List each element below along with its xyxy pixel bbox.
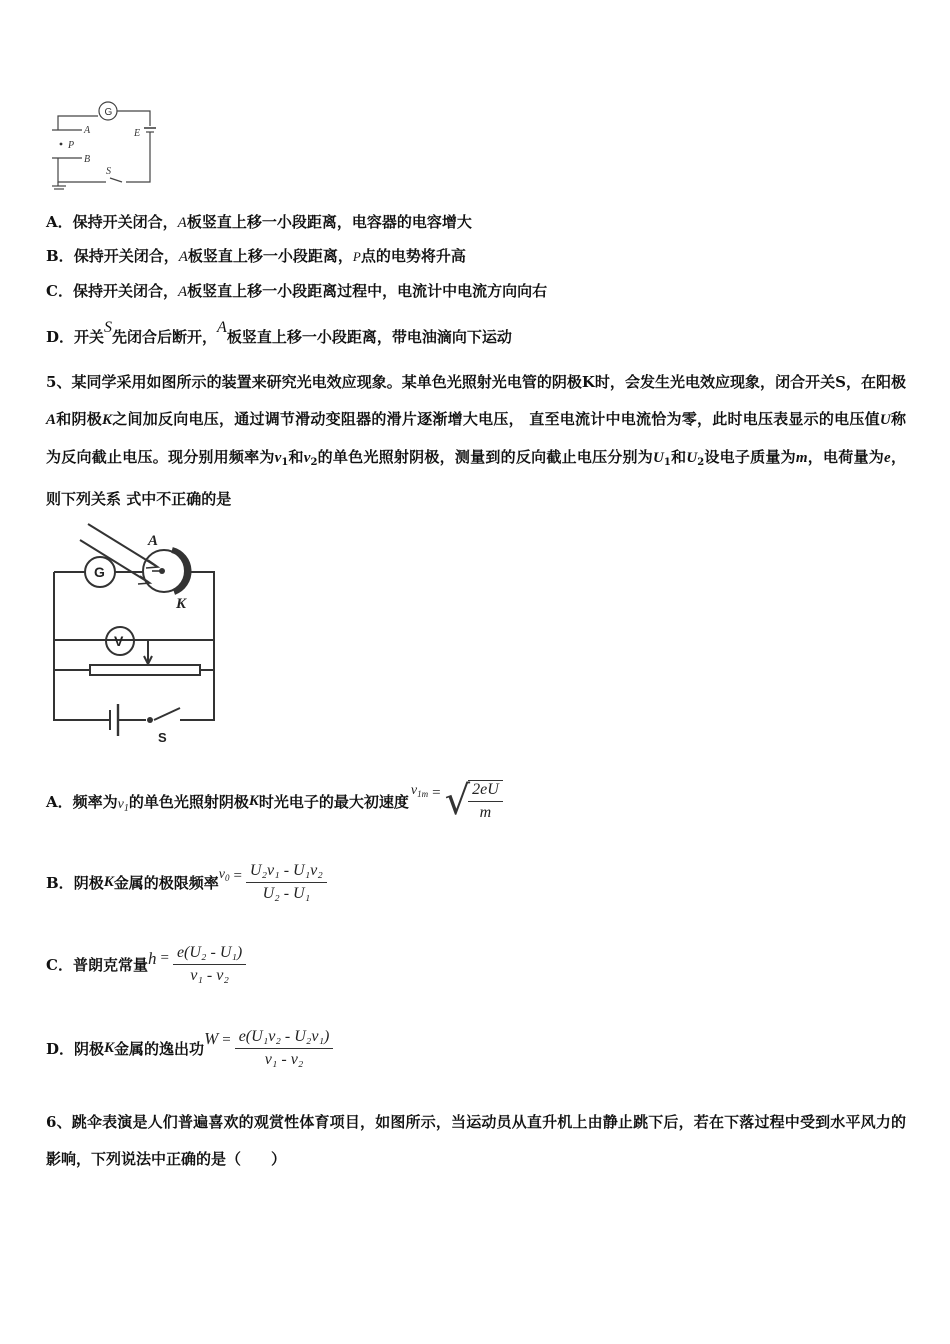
battery-e-label: E	[134, 128, 141, 139]
plate-b-label: B	[84, 154, 91, 165]
galvanometer-label: G	[104, 107, 113, 118]
sqrt-sign: √	[444, 778, 471, 824]
q4-option-b: B．保持开关闭合，A板竖直上移一小段距离，P点的电势将升高	[46, 247, 466, 265]
photoelectric-circuit-figure	[44, 514, 224, 746]
q5-option-d: D． 阴极 K 金属的逸出功 W = $\frac{\text{e(U₁v₂ - U₂v₁)}}{\text{v₁ - v₂}}$	[46, 1028, 333, 1069]
q5-option-b: B． 阴极 K 金属的极限频率 $v_0$ = $\frac{\text{U₂v₁ - U₁v₂}}{\text{U₂ - U₁}}$	[46, 862, 327, 903]
voltmeter-v-label: V	[114, 633, 124, 649]
q6-stem: 6、跳伞表演是人们普遍喜欢的观赏性体育项目，如图所示，当运动员从直升机上由静止跳下后，若在下落过程中受到水平风力的影响，下列说法中正确的是（ ）	[46, 1113, 906, 1168]
switch-s-label: S	[158, 730, 167, 745]
q4-option-c: C．保持开关闭合，A板竖直上移一小段距离过程中，电流计中电流方向向右	[46, 282, 548, 300]
galvanometer-g-label: G	[94, 564, 105, 580]
anode-a-label: A	[148, 533, 159, 549]
q5-stem: 5、某同学采用如图所示的装置来研究光电效应现象。某单色光照射光电管的阴极K时，会发生光电效应现象，闭合开关S，在阳极A和阴极K之间加反向电压，通过调节滑动变阻器的滑片逐渐增大电压， 直至电流计中电流恰为零，此时电压表显示的电压值U称为反向截止电压。现分别用频率为$v_1$和$v_2$的单色光照射阴极，测量到的反向截止电压分别为$U_1$和$U_2$设电子质量为m，电荷量为e，则下列关系 式中不正确的是	[46, 373, 906, 508]
q4-option-d: D．开关S先闭合后断开，A板竖直上移一小段距离，带电油滴向下运动	[46, 319, 512, 346]
point-p-label: P	[68, 140, 75, 151]
switch-s-label: S	[106, 166, 111, 177]
capacitor-circuit-figure	[44, 98, 164, 194]
cathode-k-label: K	[176, 596, 187, 612]
q5-option-c: C． 普朗克常量 h = $\frac{\text{e(U₂ - U₁)}}{\text{v₁ - v₂}}$	[46, 944, 246, 985]
q4-option-a: A．保持开关闭合，A板竖直上移一小段距离，电容器的电容增大	[46, 213, 472, 231]
plate-a-label: A	[84, 125, 91, 136]
q5-option-a: A． 频率为 $v_1$ 的单色光照射阴极 K 时光电子的最大初速度 $v_{1m}$ = √ $\frac{2eU}{m}$	[46, 780, 503, 822]
